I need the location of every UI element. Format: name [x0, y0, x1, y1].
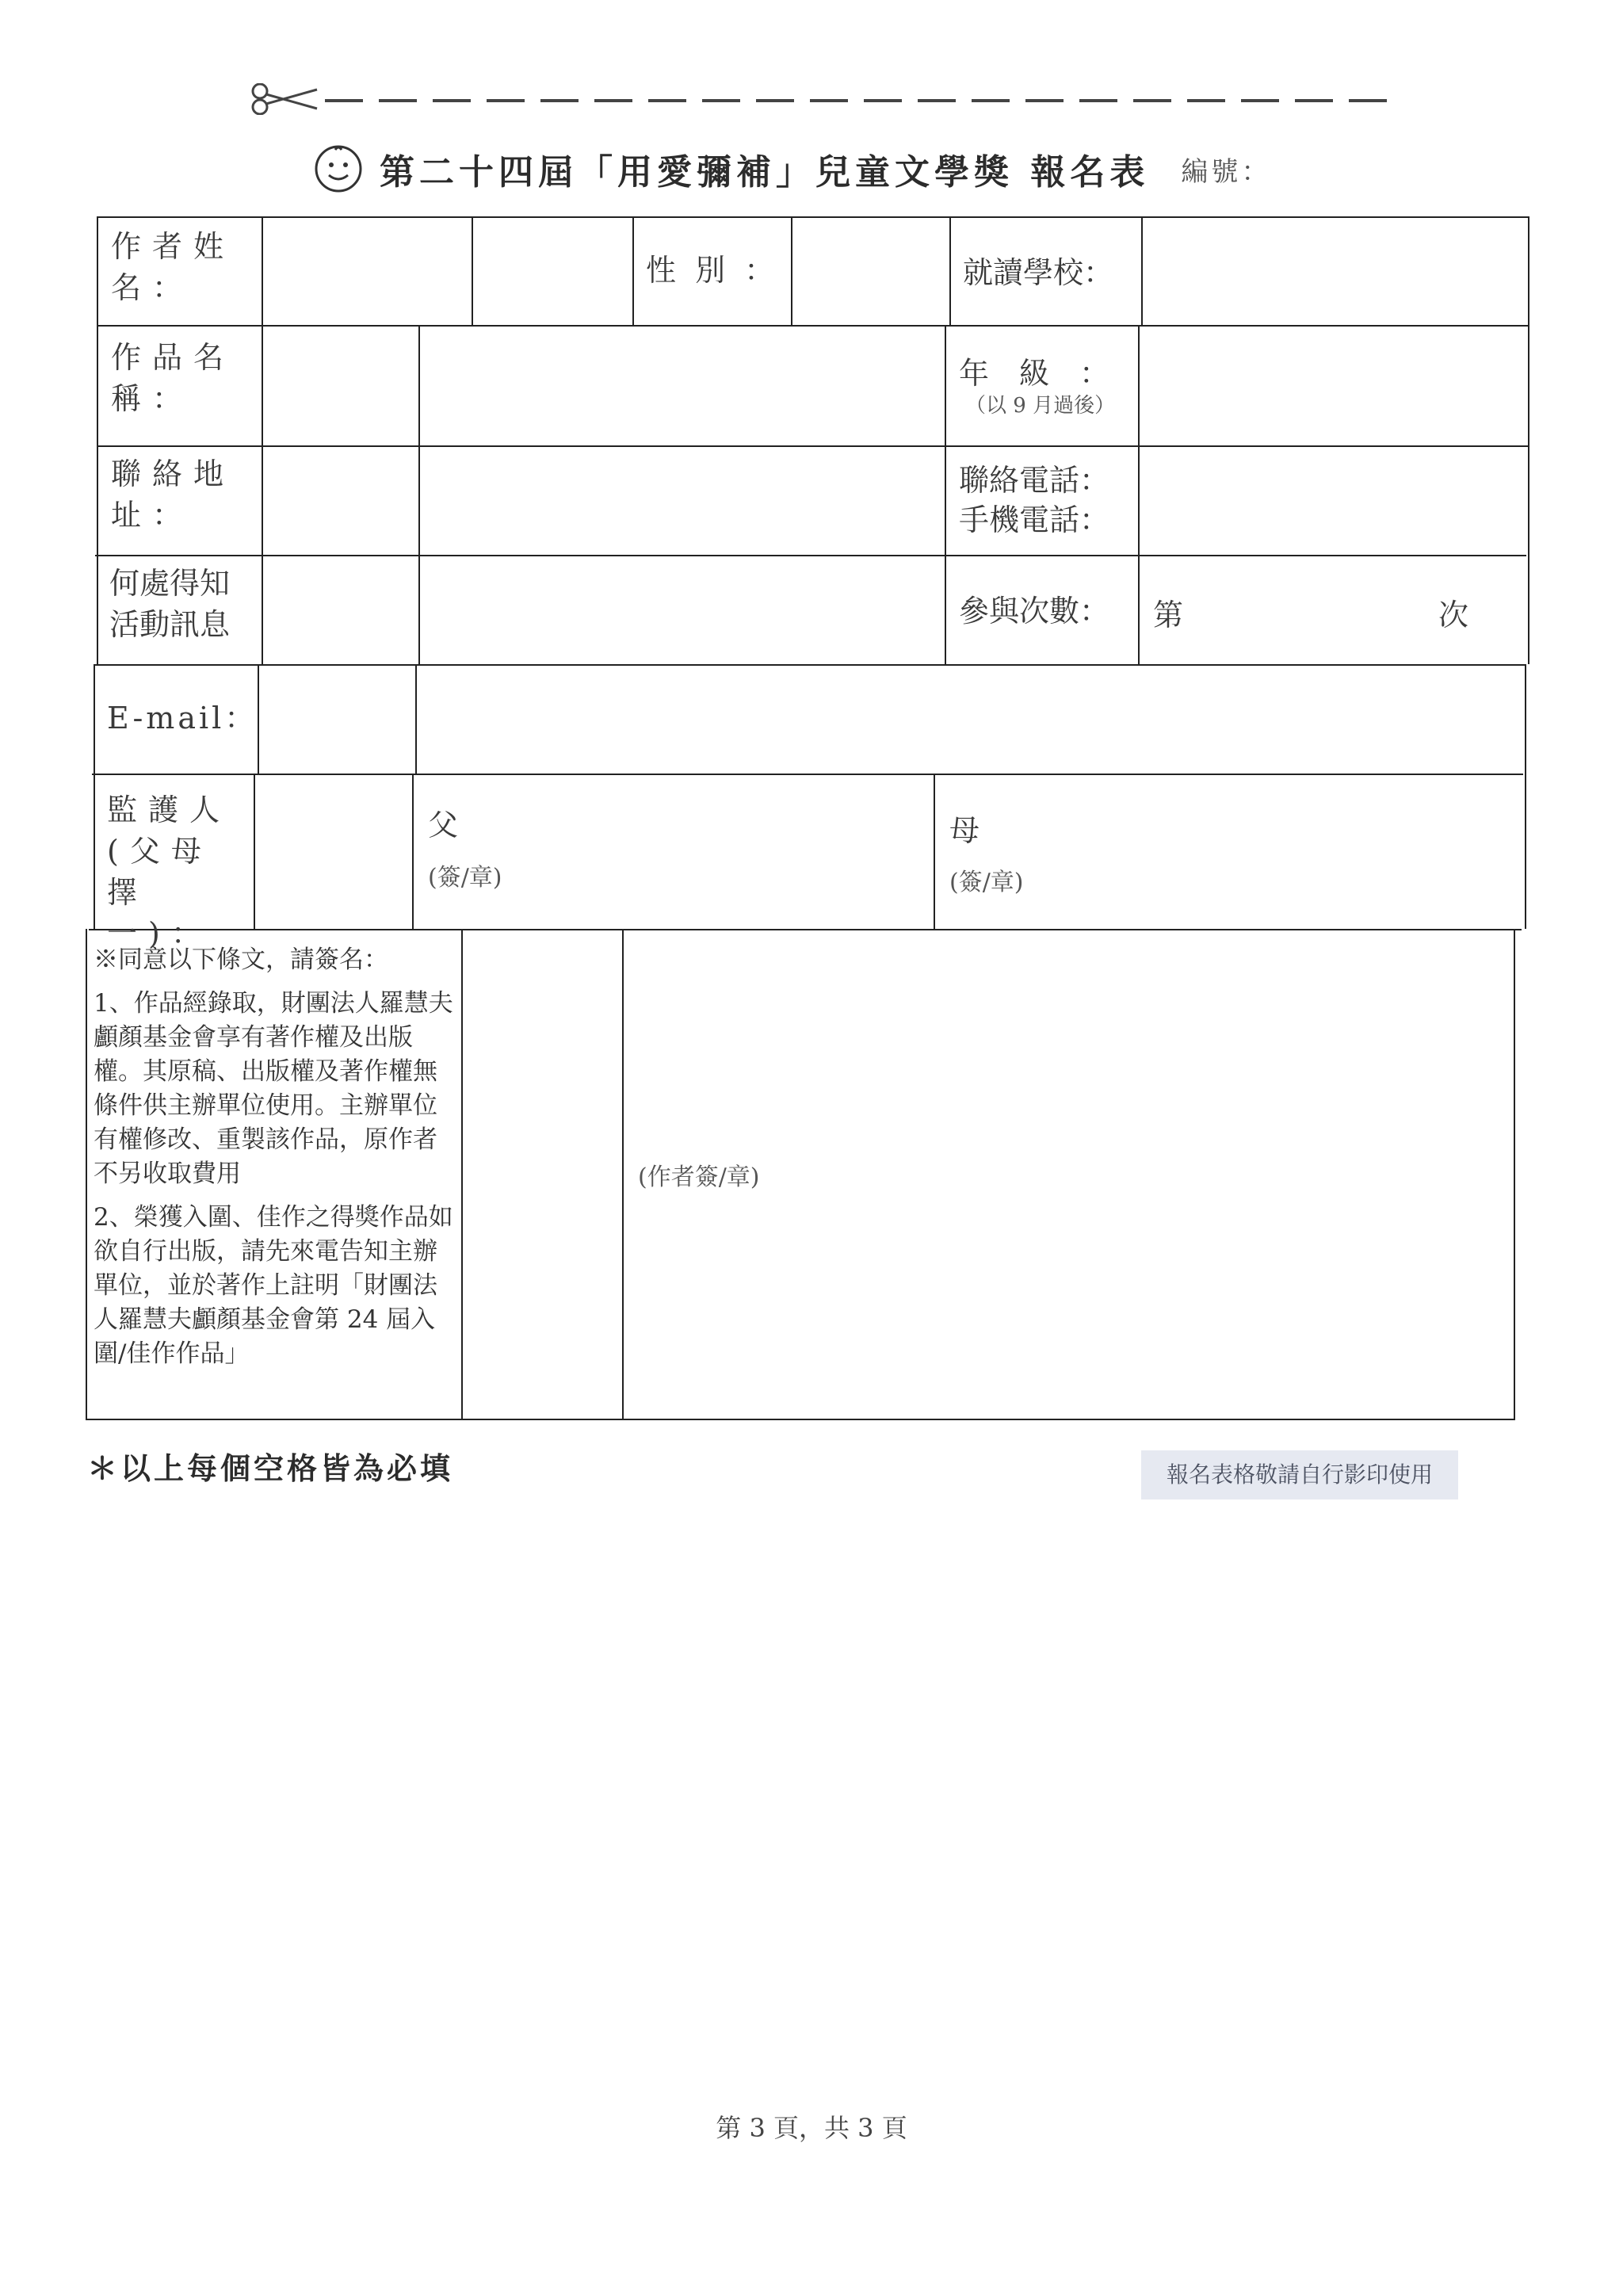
mobile-label: 手機電話： [959, 502, 1110, 537]
agreement-text [94, 943, 458, 1381]
participation-prefix: 第 [1153, 598, 1184, 632]
phone-label: 聯絡電話： [959, 463, 1110, 498]
participation-label: 參與次數： [959, 594, 1110, 628]
serial-label: 編號： [1181, 155, 1272, 188]
agreement-clause-2: 2、榮獲入圍、佳作之得獎作品如欲自行出版，請先來電告知主辦單位，並於著作上註明「財團法人羅慧夫顱顏基金會第 24 屆入圍/佳作作品」 [94, 1203, 453, 1368]
school-label: 就讀學校： [963, 255, 1114, 290]
author-sign-label: (作者簽/章) [638, 1163, 760, 1191]
title-row [313, 141, 1423, 197]
required-note: ＊以上每個空格皆為必填 [87, 1450, 454, 1486]
guardian-label: 監護人(父母擇一)： [107, 793, 231, 951]
father-label: 父 [428, 808, 459, 842]
agreement-heading: ※同意以下條文，請簽名： [94, 946, 388, 974]
scissors-cut-line [246, 83, 1387, 115]
source-label: 何處得知活動訊息 [109, 566, 231, 642]
grade-label: 年 級 ： [959, 356, 1110, 391]
copy-note: 報名表格敬請自行影印使用 [1141, 1450, 1458, 1499]
form-title: 第二十四屆「用愛彌補」兒童文學獎 報名表 [380, 152, 1150, 193]
mother-sign-label: (簽/章) [949, 869, 1024, 896]
scissors-icon [253, 84, 317, 114]
author-name-label: 作者姓名： [111, 229, 235, 305]
agreement-clause-1: 1、作品經錄取，財團法人羅慧夫顱顏基金會享有著作權及出版權。其原稿、出版權及著作權無條件供主辦單位使用。主辦單位有權修改、重製該作品，原作者不另收取費用 [94, 989, 453, 1188]
grade-note: （以 9 月過後） [965, 394, 1116, 418]
smiley-logo-icon [313, 143, 364, 194]
work-title-label: 作品名稱： [111, 340, 235, 416]
participation-suffix: 次 [1438, 598, 1469, 632]
email-label: E-mail： [107, 701, 258, 735]
address-label: 聯絡地址： [111, 457, 235, 533]
page-number: 第 3 頁，共 3 頁 [716, 2113, 907, 2143]
father-sign-label: (簽/章) [428, 864, 502, 892]
mother-label: 母 [949, 813, 980, 848]
gender-label: 性 別 ： [646, 253, 780, 288]
